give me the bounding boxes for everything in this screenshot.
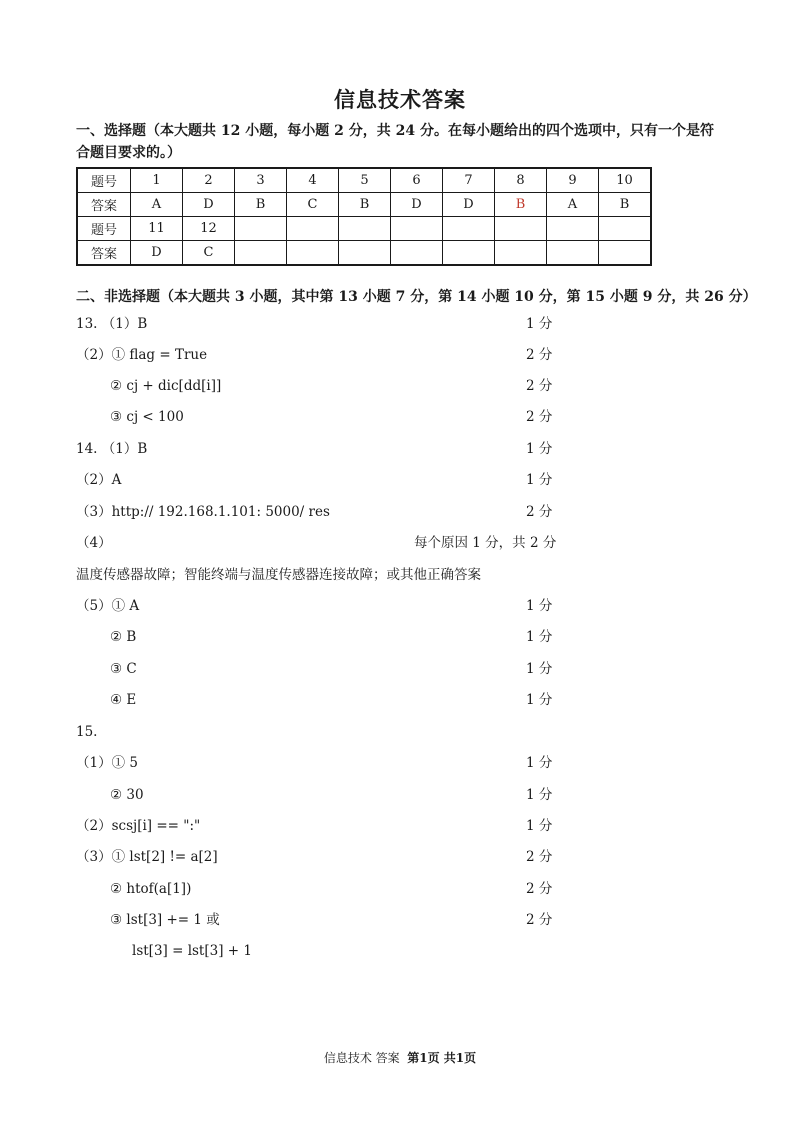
answer-score: 2 分: [526, 849, 553, 865]
answer-score: 1 分: [526, 818, 553, 834]
answer-cell: D: [183, 193, 235, 217]
answer-score: 1 分: [526, 661, 553, 677]
empty-cell: [287, 241, 339, 266]
question-number: 2: [183, 168, 235, 193]
answer-cell: A: [131, 193, 183, 217]
answer-score: 1 分: [526, 629, 553, 645]
question-number: 11: [131, 217, 183, 241]
footer-subject: 信息技术 答案: [323, 1051, 400, 1065]
answer-cell: B: [599, 193, 652, 217]
answer-line: 温度传感器故障；智能终端与温度传感器连接故障；或其他正确答案: [76, 567, 481, 583]
question-number: 7: [443, 168, 495, 193]
answer-cell: D: [131, 241, 183, 266]
answer-score: 1 分: [526, 755, 553, 771]
answer-cell-highlighted: B: [495, 193, 547, 217]
answer-line: ④ E: [110, 692, 137, 708]
answer-score: 2 分: [526, 347, 553, 363]
question-number: 1: [131, 168, 183, 193]
answer-score: 1 分: [526, 787, 553, 803]
answer-cell: A: [547, 193, 599, 217]
answer-score: 1 分: [526, 316, 553, 332]
answer-score: 1 分: [526, 472, 553, 488]
question-number: 3: [235, 168, 287, 193]
answer-score: 2 分: [526, 881, 553, 897]
answer-cell: B: [235, 193, 287, 217]
empty-cell: [287, 217, 339, 241]
answer-line: （4）: [76, 535, 112, 551]
answer-score: 2 分: [526, 504, 553, 520]
answer-line: 13. （1）B: [76, 316, 148, 332]
answer-table: [76, 167, 652, 266]
answer-line: （2）① flag = True: [76, 347, 208, 363]
answer-line: ② 30: [110, 787, 144, 803]
answer-line: ② htof(a[1]): [110, 881, 192, 897]
empty-cell: [599, 217, 652, 241]
answer-line: （3）http:// 192.168.1.101: 5000/ res: [76, 504, 330, 520]
empty-cell: [339, 217, 391, 241]
question-number: 10: [599, 168, 652, 193]
table-row: [77, 241, 651, 266]
answer-line: ② cj + dic[dd[i]]: [110, 378, 222, 394]
empty-cell: [495, 217, 547, 241]
row-label-question: 题号: [77, 168, 131, 193]
empty-cell: [235, 217, 287, 241]
answer-line: （2）A: [76, 472, 122, 488]
question-number: 8: [495, 168, 547, 193]
empty-cell: [339, 241, 391, 266]
answer-score: 2 分: [526, 409, 553, 425]
answer-line: lst[3] = lst[3] + 1: [132, 943, 252, 959]
answer-line: 14. （1）B: [76, 441, 148, 457]
answer-cell: B: [339, 193, 391, 217]
answer-cell: C: [287, 193, 339, 217]
table-row: [77, 217, 651, 241]
answer-line: （5）① A: [76, 598, 140, 614]
answer-line: ③ lst[3] += 1 或: [110, 912, 220, 928]
empty-cell: [547, 217, 599, 241]
row-label-question: 题号: [77, 217, 131, 241]
answer-line: （3）① lst[2] != a[2]: [76, 849, 218, 865]
empty-cell: [235, 241, 287, 266]
question-number: 5: [339, 168, 391, 193]
answer-line: （2）scsj[i] == ":": [76, 818, 201, 834]
section-2-heading: 二、非选择题（本大题共 3 小题，其中第 13 小题 7 分，第 14 小题 10 分，第 15 小题 9 分，共 26 分）: [76, 289, 757, 305]
answer-line: ③ cj < 100: [110, 409, 184, 425]
answer-line: 15.: [76, 724, 98, 740]
empty-cell: [599, 241, 652, 266]
empty-cell: [547, 241, 599, 266]
answer-cell: C: [183, 241, 235, 266]
table-row: [77, 168, 651, 193]
answer-score: 1 分: [526, 692, 553, 708]
answer-line: （1）① 5: [76, 755, 138, 771]
row-label-answer: 答案: [77, 193, 131, 217]
empty-cell: [443, 217, 495, 241]
empty-cell: [391, 217, 443, 241]
empty-cell: [391, 241, 443, 266]
answer-score: 1 分: [526, 598, 553, 614]
question-number: 4: [287, 168, 339, 193]
answer-cell: D: [443, 193, 495, 217]
answer-line: ② B: [110, 629, 137, 645]
answer-score: 2 分: [526, 378, 553, 394]
footer-page-info: 第1页 共1页: [407, 1051, 477, 1065]
page-title: 信息技术答案: [334, 87, 466, 112]
question-number: 9: [547, 168, 599, 193]
question-number: 12: [183, 217, 235, 241]
answer-score: 2 分: [526, 912, 553, 928]
table-row: [77, 193, 651, 217]
answer-score: 1 分: [526, 441, 553, 457]
row-label-answer: 答案: [77, 241, 131, 266]
question-number: 6: [391, 168, 443, 193]
empty-cell: [495, 241, 547, 266]
answer-line: ③ C: [110, 661, 137, 677]
answer-score: 每个原因 1 分，共 2 分: [414, 535, 557, 551]
empty-cell: [443, 241, 495, 266]
page-footer: [0, 1049, 800, 1066]
answer-cell: D: [391, 193, 443, 217]
section-1-heading: 一、选择题（本大题共 12 小题，每小题 2 分，共 24 分。在每小题给出的四个选项中，只有一个是符合题目要求的。）: [76, 123, 714, 161]
